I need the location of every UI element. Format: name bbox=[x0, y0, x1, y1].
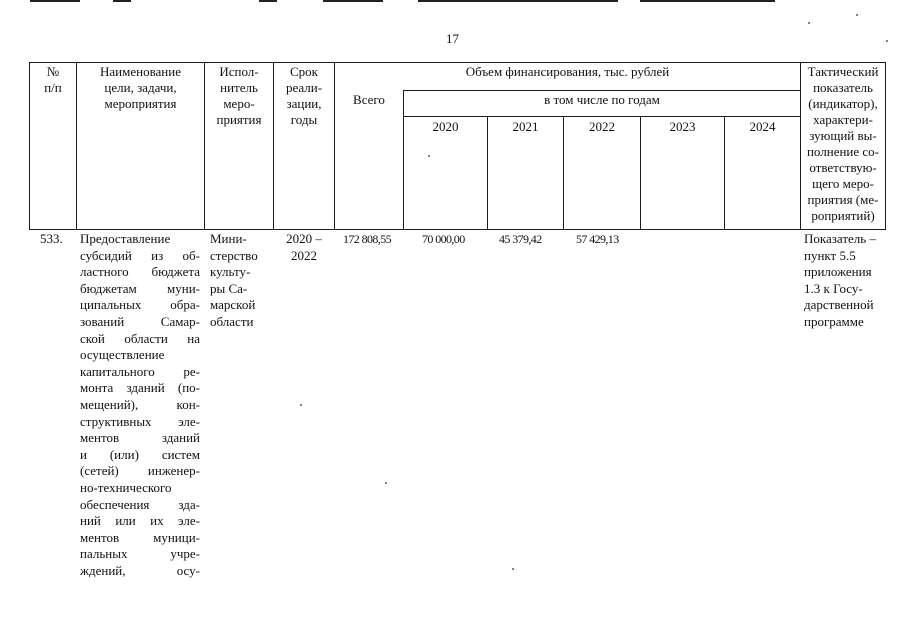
row-name-line: ской области на bbox=[80, 330, 200, 346]
header-term-line: реали- bbox=[285, 80, 323, 95]
header-term-line: зации, bbox=[286, 96, 322, 111]
row-term bbox=[274, 231, 334, 264]
row-name-line: мещений), кон- bbox=[80, 396, 200, 412]
scan-speck bbox=[300, 404, 302, 406]
header-term bbox=[274, 64, 334, 128]
row-2022: 57 429,13 bbox=[576, 232, 619, 246]
header-year-2021: 2021 bbox=[512, 119, 539, 134]
row-name-line: и (или) систем bbox=[80, 446, 200, 462]
scan-speck bbox=[808, 22, 810, 24]
row-2021: 45 379,42 bbox=[499, 232, 542, 246]
row-indicator-line: Показатель – bbox=[804, 231, 876, 246]
row-name-line: но-технического bbox=[80, 479, 172, 495]
scan-edge-mark bbox=[259, 0, 277, 2]
header-num bbox=[30, 64, 76, 96]
header-num-line: п/п bbox=[44, 80, 62, 95]
row-2020: 70 000,00 bbox=[422, 232, 465, 246]
scan-edge-mark bbox=[113, 0, 131, 2]
header-term-line: годы bbox=[290, 112, 318, 127]
scan-speck bbox=[385, 482, 387, 484]
header-year-2023: 2023 bbox=[669, 119, 696, 134]
row-executor-line: ры Са- bbox=[210, 280, 248, 296]
row-indicator-line: дарственной bbox=[804, 297, 874, 313]
row-name bbox=[80, 231, 200, 579]
header-by-years: в том числе по годам bbox=[544, 92, 660, 107]
page-number: 17 bbox=[446, 31, 459, 46]
header-indicator-line: полнение со- bbox=[806, 144, 880, 159]
header-year-2022: 2022 bbox=[589, 119, 615, 134]
row-indicator-line: 1.3 к Госу- bbox=[804, 280, 863, 296]
header-name-line: мероприятия bbox=[104, 96, 177, 111]
row-name-line: структивных эле- bbox=[80, 413, 200, 429]
header-name-line: Наименование bbox=[100, 64, 181, 79]
scan-speck bbox=[512, 568, 514, 570]
header-name-line: цели, задачи, bbox=[104, 80, 177, 95]
scan-edge-mark bbox=[418, 0, 618, 2]
row-indicator bbox=[804, 231, 876, 331]
header-indicator-line: роприятий) bbox=[811, 208, 875, 223]
header-indicator-line: характери- bbox=[813, 112, 873, 127]
row-name-line: субсидий из об- bbox=[80, 247, 200, 263]
row-name-line: (сетей) инженер- bbox=[80, 463, 200, 479]
row-name-line: пальных учре- bbox=[80, 546, 200, 562]
header-indicator-line: зующий вы- bbox=[809, 128, 877, 143]
header-indicator-line: приятия (ме- bbox=[807, 192, 879, 207]
header-name bbox=[77, 64, 204, 112]
row-indicator-line: приложения bbox=[804, 264, 872, 280]
row-total: 172 808,55 bbox=[343, 232, 392, 246]
header-year-2024: 2024 bbox=[749, 119, 776, 134]
header-year-2020: 2020 bbox=[432, 119, 459, 134]
scan-edge-mark bbox=[323, 0, 383, 2]
row-executor-line: области bbox=[210, 313, 254, 329]
row-name-line: ластного бюджета bbox=[80, 264, 200, 280]
row-num: 533. bbox=[40, 231, 63, 246]
row-name-line: бюджетам муни- bbox=[80, 280, 200, 296]
header-executor-line: меро- bbox=[223, 96, 255, 111]
row-term-line: 2020 – bbox=[286, 231, 322, 246]
row-executor bbox=[210, 231, 258, 331]
row-name-line: ждений, осу- bbox=[80, 562, 200, 578]
header-indicator-line: (индикатор), bbox=[808, 96, 878, 111]
row-indicator-line: пункт 5.5 bbox=[804, 247, 856, 263]
row-name-line: Предоставление bbox=[80, 231, 171, 246]
row-name-line: ципальных обра- bbox=[80, 297, 200, 313]
row-name-line: осуществление bbox=[80, 347, 165, 363]
row-executor-line: культу- bbox=[210, 264, 251, 280]
row-name-line: ментов муници- bbox=[80, 529, 200, 545]
header-funding-title: Объем финансирования, тыс. рублей bbox=[465, 64, 670, 79]
header-total: Всего bbox=[353, 92, 385, 107]
header-num-line: № bbox=[46, 64, 60, 79]
header-executor-line: приятия bbox=[216, 112, 262, 127]
row-name-line: капитального ре- bbox=[80, 363, 200, 379]
row-name-line: обеспечения зда- bbox=[80, 496, 200, 512]
row-name-line: ний или их эле- bbox=[80, 513, 200, 529]
row-term-line: 2022 bbox=[291, 247, 317, 263]
header-executor-line: нитель bbox=[220, 80, 258, 95]
header-executor-line: Испол- bbox=[219, 64, 259, 79]
row-executor-line: Мини- bbox=[210, 231, 247, 246]
row-indicator-line: программе bbox=[804, 313, 864, 329]
scan-speck bbox=[856, 14, 858, 16]
row-name-line: зований Самар- bbox=[80, 313, 200, 329]
row-executor-line: марской bbox=[210, 297, 256, 313]
header-indicator bbox=[801, 64, 885, 224]
scan-edge-mark bbox=[30, 0, 80, 2]
scan-edge-mark bbox=[640, 0, 775, 2]
header-indicator-line: ответствую- bbox=[809, 160, 877, 175]
header-indicator-line: Тактический bbox=[807, 64, 879, 79]
header-indicator-line: показатель bbox=[813, 80, 873, 95]
scan-speck bbox=[428, 155, 430, 157]
header-term-line: Срок bbox=[290, 64, 318, 79]
row-executor-line: стерство bbox=[210, 247, 258, 263]
row-name-line: монта зданий (по- bbox=[80, 380, 200, 396]
header-indicator-line: щего меро- bbox=[812, 176, 874, 191]
header-executor bbox=[205, 64, 273, 128]
row-name-line: ментов зданий bbox=[80, 430, 200, 446]
